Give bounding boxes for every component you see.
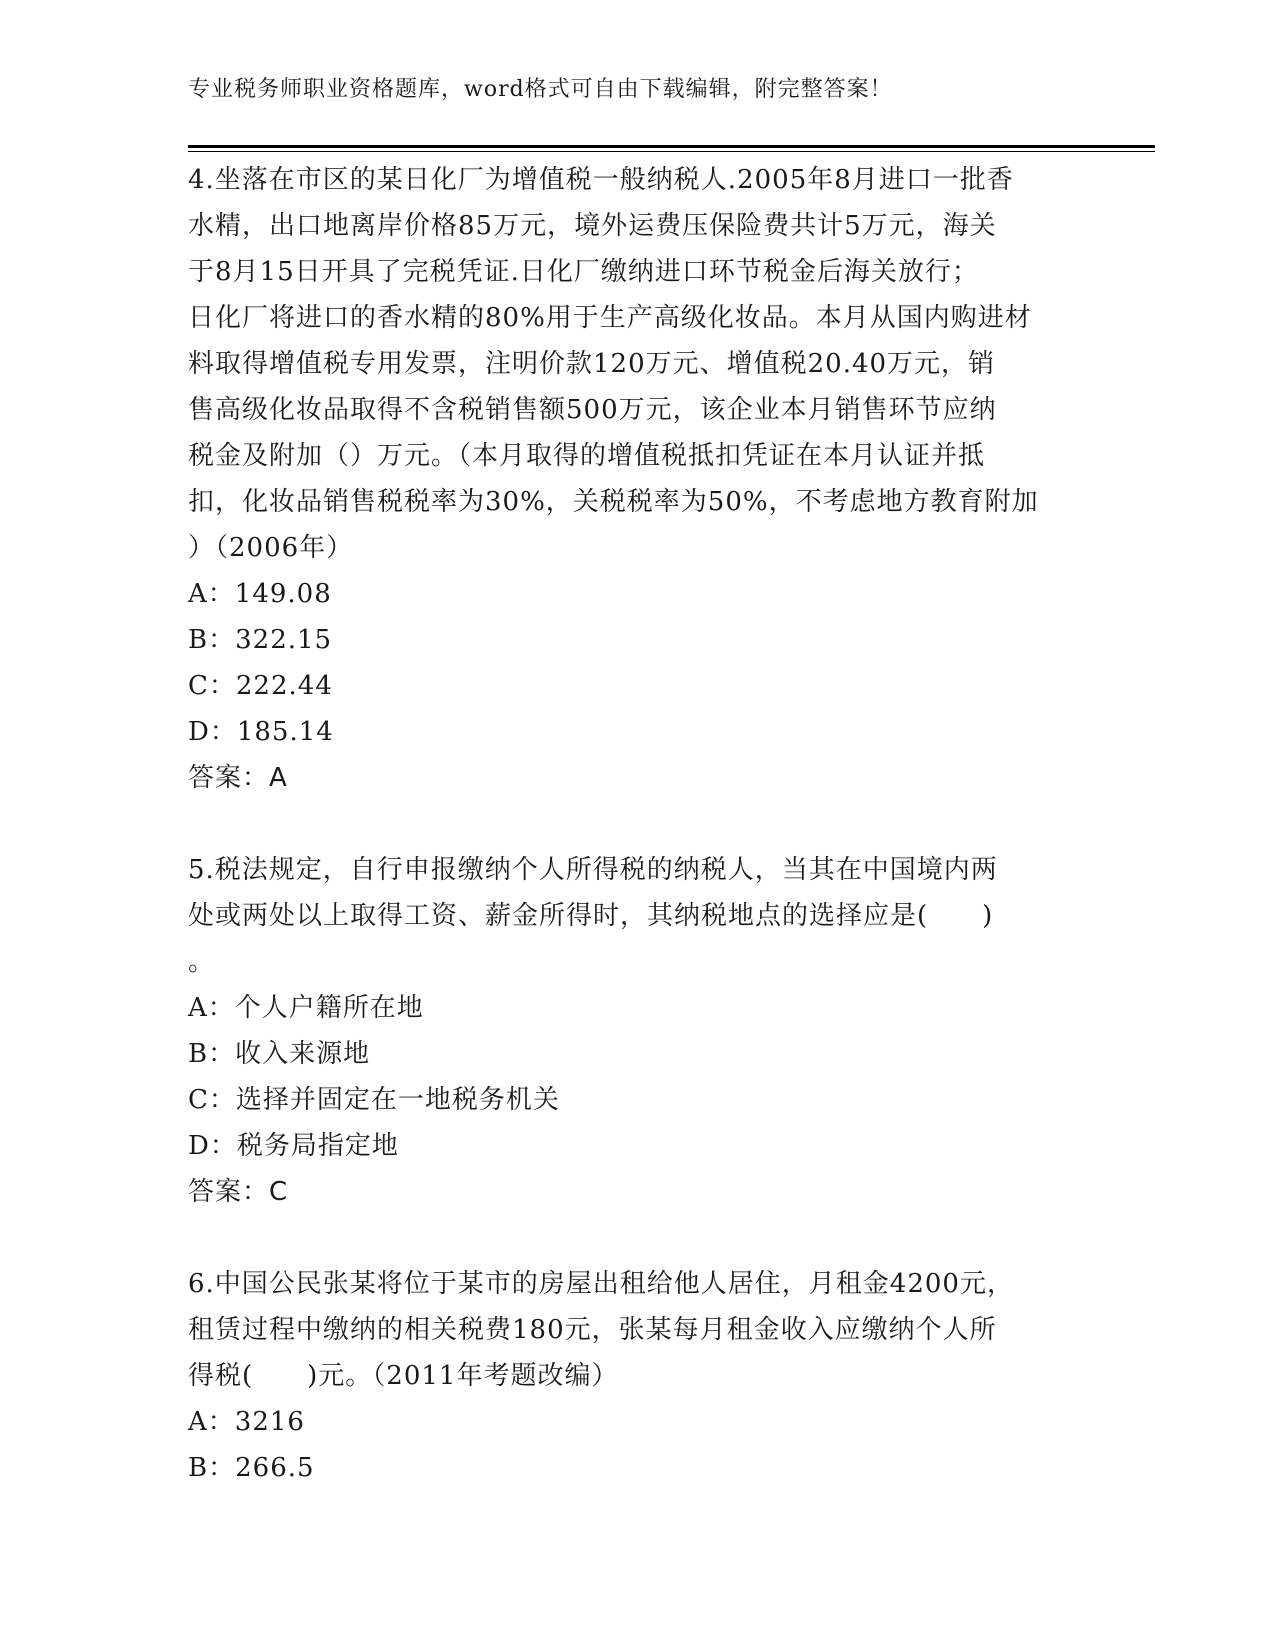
question-5 xyxy=(188,847,1078,1215)
option-b: B：266.5 xyxy=(188,1453,315,1483)
question-text-line: 扣，化妆品销售税税率为30%，关税税率为50%，不考虑地方教育附加 xyxy=(188,487,1039,517)
answer-label: 答案：A xyxy=(188,763,288,793)
question-text-line: 料取得增值税专用发票，注明价款120万元、增值税20.40万元，销 xyxy=(188,349,996,379)
spacer xyxy=(188,1215,1078,1261)
option-a: A：149.08 xyxy=(188,579,332,609)
question-text-line: 4.坐落在市区的某日化厂为增值税一般纳税人.2005年8月进口一批香 xyxy=(188,165,1014,195)
question-text-line: 水精，出口地离岸价格85万元，境外运费压保险费共计5万元，海关 xyxy=(188,211,997,241)
spacer xyxy=(188,801,1078,847)
option-d: D：185.14 xyxy=(188,717,334,747)
option-c: C：222.44 xyxy=(188,671,333,701)
question-text-line: 税金及附加（）万元。（本月取得的增值税抵扣凭证在本月认证并抵 xyxy=(188,441,986,471)
question-text-line: ）（2006年） xyxy=(188,533,354,563)
question-text-line: 日化厂将进口的香水精的80%用于生产高级化妆品。本月从国内购进材 xyxy=(188,303,1032,333)
page-header: 专业税务师职业资格题库，word格式可自由下载编辑，附完整答案！ xyxy=(188,77,893,102)
question-text-line: 于8月15日开具了完税凭证.日化厂缴纳进口环节税金后海关放行； xyxy=(188,257,979,287)
answer-label: 答案：C xyxy=(188,1177,289,1207)
option-a: A：个人户籍所在地 xyxy=(188,993,424,1023)
option-a: A：3216 xyxy=(188,1407,305,1437)
question-text-line: 得税( )元。（2011年考题改编） xyxy=(188,1361,619,1391)
question-text-line: 售高级化妆品取得不含税销售额500万元，该企业本月销售环节应纳 xyxy=(188,395,997,425)
question-content xyxy=(188,157,1078,1491)
option-c: C：选择并固定在一地税务机关 xyxy=(188,1085,560,1115)
question-text-line: 。 xyxy=(188,947,216,977)
option-d: D：税务局指定地 xyxy=(188,1131,399,1161)
header-rule-thick xyxy=(188,145,1155,148)
question-text-line: 5.税法规定，自行申报缴纳个人所得税的纳税人，当其在中国境内两 xyxy=(188,855,998,885)
header-rule-thin xyxy=(188,151,1155,152)
question-text-line: 6.中国公民张某将位于某市的房屋出租给他人居住，月租金4200元， xyxy=(188,1269,1014,1299)
question-text-line: 租赁过程中缴纳的相关税费180元，张某每月租金收入应缴纳个人所 xyxy=(188,1315,997,1345)
option-b: B：收入来源地 xyxy=(188,1039,371,1069)
question-6 xyxy=(188,1261,1078,1491)
question-text-line: 处或两处以上取得工资、薪金所得时，其纳税地点的选择应是( ) xyxy=(188,901,994,931)
option-b: B：322.15 xyxy=(188,625,333,655)
question-4 xyxy=(188,157,1078,801)
